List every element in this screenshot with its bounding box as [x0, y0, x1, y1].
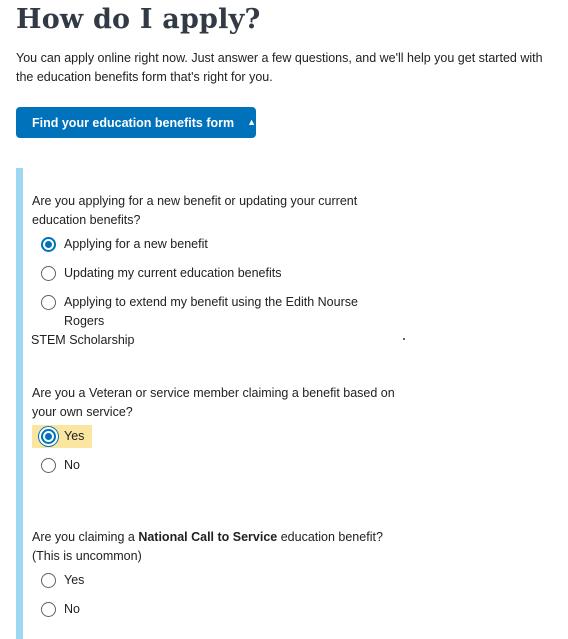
option-label: Applying for a new benefit [64, 237, 208, 251]
option-label: Applying to extend my benefit using the Edith Nourse Rogers [64, 295, 358, 328]
option-label: No [64, 602, 80, 616]
radio-button[interactable] [41, 266, 56, 281]
find-button-label: Find your education benefits form [32, 115, 235, 130]
page-title: How do I apply? [16, 4, 261, 35]
question-national-call-to-service [32, 528, 402, 566]
radio-option-new-benefit[interactable] [32, 235, 208, 254]
radio-button[interactable] [41, 295, 56, 310]
option-label: Yes [64, 573, 85, 587]
question-new-or-update: Are you applying for a new benefit or updating your current education benefits? [32, 194, 358, 227]
radio-option-veteran-yes[interactable] [32, 425, 92, 448]
radio-option-national-call-no[interactable] [32, 600, 80, 619]
expanded-panel-border [16, 168, 23, 639]
chevron-up-icon: ▲ [247, 116, 256, 127]
stray-dot [403, 338, 405, 340]
find-education-benefits-form-button[interactable] [16, 107, 256, 138]
radio-option-national-call-yes[interactable] [32, 571, 84, 590]
radio-button[interactable] [41, 573, 56, 588]
question-text-bold: National Call to Service [138, 530, 278, 544]
option-label: No [64, 458, 80, 472]
question-text: education benefit? (This is uncommon) [32, 530, 383, 563]
question-text: Are you claiming a [32, 530, 139, 544]
question-veteran-own-service: Are you a Veteran or service member claiming a benefit based on your own service? [32, 386, 395, 419]
radio-option-update-benefits[interactable] [32, 264, 282, 283]
option-label: Updating my current education benefits [64, 266, 282, 280]
radio-button[interactable] [41, 602, 56, 617]
radio-button[interactable] [41, 458, 56, 473]
radio-button-checked[interactable] [41, 429, 56, 444]
radio-option-veteran-no[interactable] [32, 456, 80, 475]
option-label-continued: STEM Scholarship [31, 333, 135, 347]
option-label: Yes [64, 429, 85, 443]
radio-button-checked[interactable] [41, 237, 56, 252]
intro-text: You can apply online right now. Just answer a few questions, and we'll help you get started with the education benefits form that's right for you. [16, 51, 543, 84]
radio-option-stem-scholarship[interactable] [32, 293, 394, 350]
